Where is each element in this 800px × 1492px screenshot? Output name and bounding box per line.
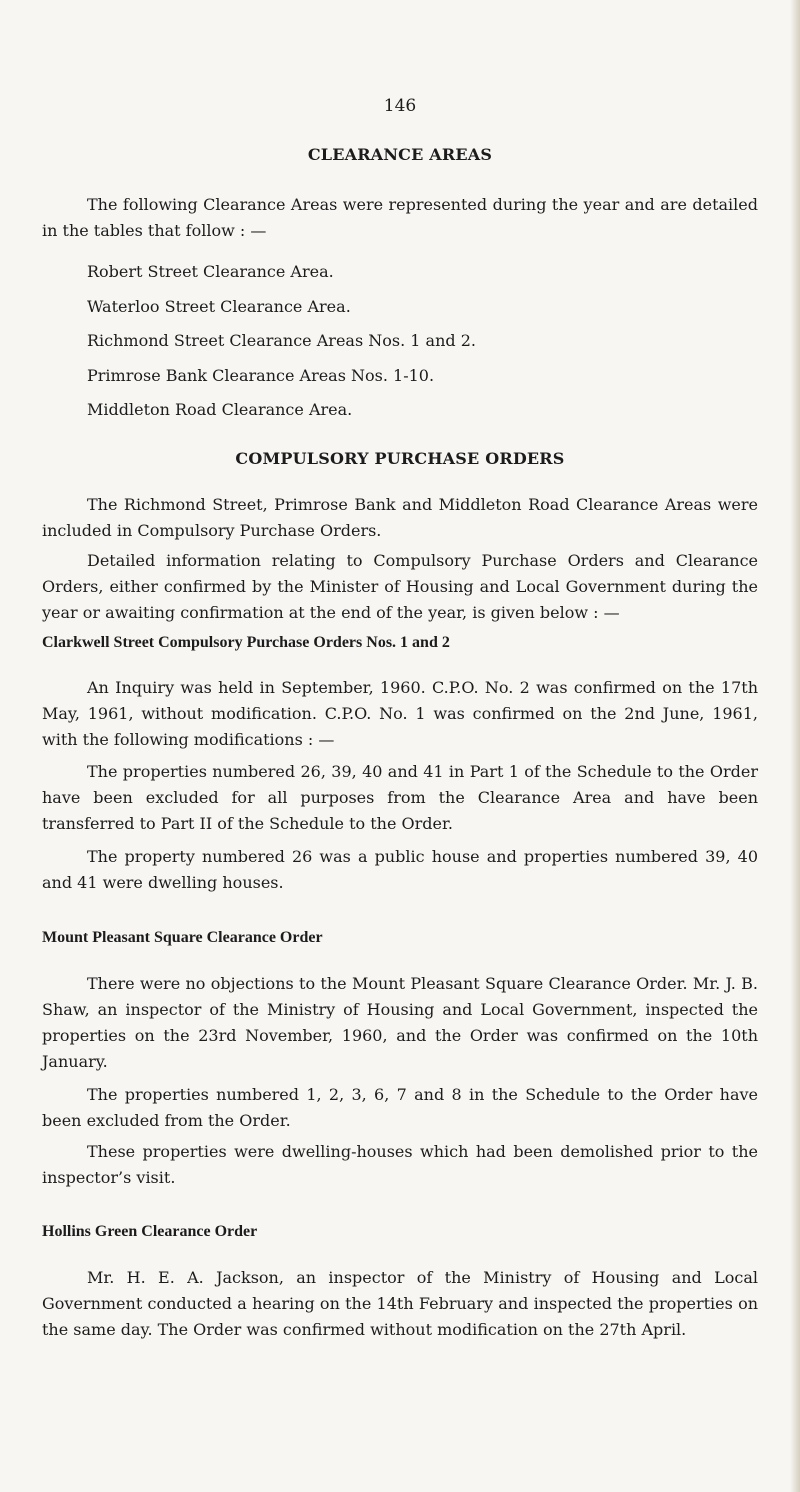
compulsory-purchase-paragraph: Detailed information relating to Compulsory Purchase Orders and Clearance Orders, either confirmed by the Minister of Housing and Local Government during the year or awaiting confirmation at the end of the year, is given below : —	[42, 551, 758, 622]
clarkwell-paragraph: An Inquiry was held in September, 1960. C.P.O. No. 2 was confirmed on the 17th May, 1961, without modification. C.P.O. No. 1 was confirmed on the 2nd June, 1961, with the following modifications : —	[42, 678, 758, 749]
clearance-area-item: Middleton Road Clearance Area.	[87, 400, 353, 419]
hollins-green-paragraph: Mr. H. E. A. Jackson, an inspector of the Ministry of Housing and Local Government conducted a hearing on the 14th February and inspected the properties on the same day. The Order was confirmed without modification on the 27th April.	[42, 1268, 758, 1339]
clarkwell-heading: Clarkwell Street Compulsory Purchase Orders Nos. 1 and 2	[42, 634, 450, 651]
mount-pleasant-heading: Mount Pleasant Square Clearance Order	[42, 929, 323, 946]
page-number: 146	[383, 96, 417, 116]
mount-pleasant-paragraph: There were no objections to the Mount Pleasant Square Clearance Order. Mr. J. B. Shaw, an inspector of the Ministry of Housing and Local Government, inspected the properties on the 23rd November, 1960, and the Order was confirmed on the 10th January.	[42, 974, 758, 1071]
clarkwell-paragraph: The properties numbered 26, 39, 40 and 41 in Part 1 of the Schedule to the Order have been excluded for all purposes from the Clearance Area and have been transferred to Part II of the Schedule to the Order.	[42, 762, 758, 833]
clarkwell-paragraph: The property numbered 26 was a public house and properties numbered 39, 40 and 41 were dwelling houses.	[42, 847, 758, 892]
clearance-area-item: Primrose Bank Clearance Areas Nos. 1-10.	[87, 366, 435, 385]
clearance-areas-heading: CLEARANCE AREAS	[307, 145, 493, 164]
compulsory-purchase-paragraph: The Richmond Street, Primrose Bank and Middleton Road Clearance Areas were included in Compulsory Purchase Orders.	[42, 495, 758, 540]
mount-pleasant-paragraph: These properties were dwelling-houses which had been demolished prior to the inspector’s visit.	[42, 1142, 758, 1187]
clearance-area-item: Waterloo Street Clearance Area.	[87, 297, 351, 316]
hollins-green-heading: Hollins Green Clearance Order	[42, 1223, 258, 1240]
clearance-area-item: Robert Street Clearance Area.	[87, 262, 334, 281]
compulsory-purchase-heading: COMPULSORY PURCHASE ORDERS	[235, 449, 565, 468]
clearance-areas-intro: The following Clearance Areas were represented during the year and are detailed in the tables that follow : —	[42, 195, 758, 240]
clearance-area-item: Richmond Street Clearance Areas Nos. 1 and 2.	[87, 331, 476, 350]
page-edge-shadow	[790, 0, 800, 1492]
mount-pleasant-paragraph: The properties numbered 1, 2, 3, 6, 7 and 8 in the Schedule to the Order have been excluded from the Order.	[42, 1085, 758, 1130]
